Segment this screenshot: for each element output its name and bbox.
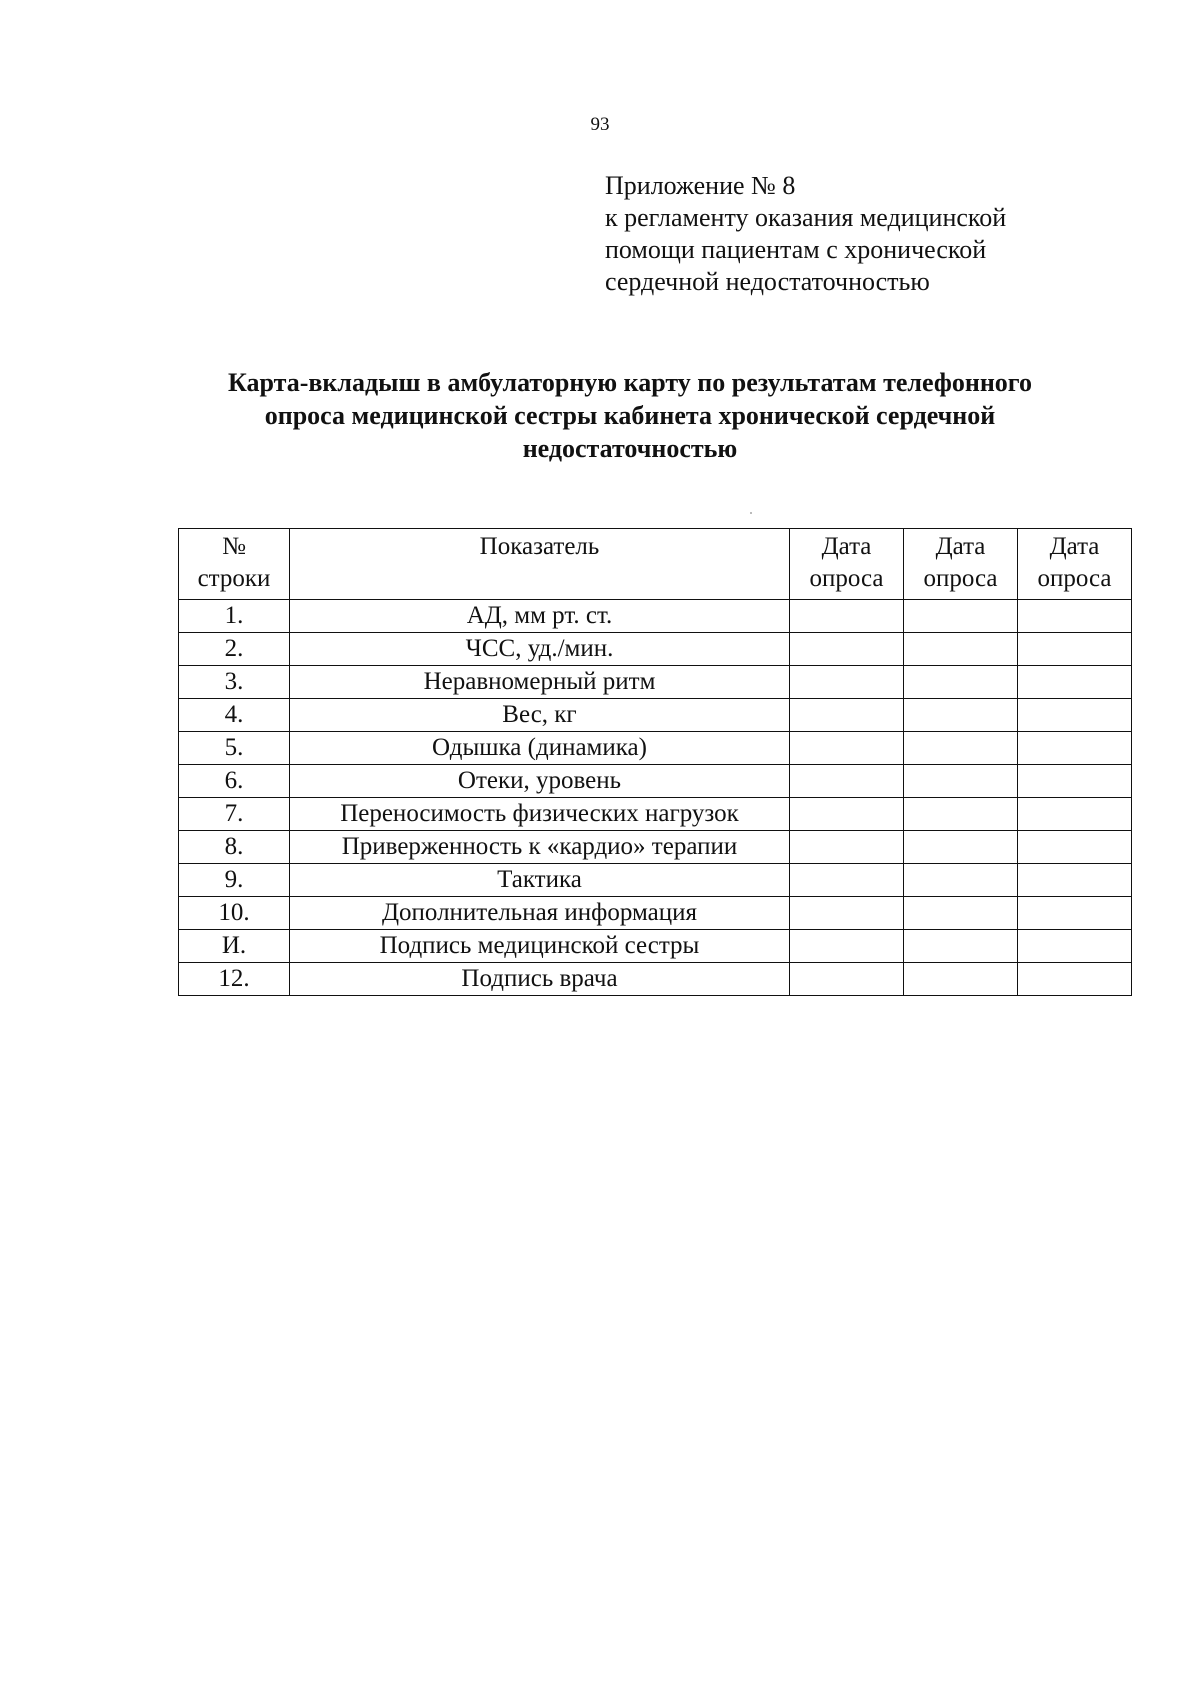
survey-value-cell[interactable] — [904, 633, 1018, 666]
row-number-cell: 7. — [179, 798, 290, 831]
indicator-cell: ЧСС, уд./мин. — [290, 633, 790, 666]
survey-value-cell[interactable] — [790, 897, 904, 930]
table-row — [179, 699, 1132, 732]
table-row — [179, 963, 1132, 996]
table-row — [179, 666, 1132, 699]
header-indicator — [290, 529, 790, 600]
survey-value-cell[interactable] — [790, 765, 904, 798]
table-row — [179, 864, 1132, 897]
survey-value-cell[interactable] — [904, 798, 1018, 831]
indicator-cell: Тактика — [290, 864, 790, 897]
header-survey-date-line2: опроса — [809, 565, 884, 592]
header-survey-date-line2: опроса — [1037, 565, 1112, 592]
indicator-cell: Приверженность к «кардио» терапии — [290, 831, 790, 864]
document-title — [170, 366, 1090, 465]
survey-value-cell[interactable] — [904, 831, 1018, 864]
row-number-cell: 1. — [179, 600, 290, 633]
indicator-cell: Дополнительная информация — [290, 897, 790, 930]
header-survey-date-line1: Дата — [1049, 533, 1100, 560]
indicator-cell: Отеки, уровень — [290, 765, 790, 798]
survey-value-cell[interactable] — [1018, 798, 1132, 831]
table-row — [179, 600, 1132, 633]
indicator-cell: Одышка (динамика) — [290, 732, 790, 765]
table-header-row — [179, 529, 1132, 600]
survey-value-cell[interactable] — [904, 897, 1018, 930]
row-number-cell: 3. — [179, 666, 290, 699]
header-row-number-line1: № — [222, 533, 246, 560]
header-survey-date — [904, 529, 1018, 600]
survey-value-cell[interactable] — [790, 930, 904, 963]
header-indicator-label: Показатель — [479, 533, 600, 560]
indicator-cell: Переносимость физических нагрузок — [290, 798, 790, 831]
survey-value-cell[interactable] — [904, 765, 1018, 798]
indicator-cell: Подпись врача — [290, 963, 790, 996]
survey-value-cell[interactable] — [790, 633, 904, 666]
survey-value-cell[interactable] — [1018, 600, 1132, 633]
row-number-cell: И. — [179, 930, 290, 963]
survey-value-cell[interactable] — [904, 600, 1018, 633]
survey-value-cell[interactable] — [1018, 732, 1132, 765]
row-number-cell: 12. — [179, 963, 290, 996]
survey-value-cell[interactable] — [1018, 897, 1132, 930]
survey-value-cell[interactable] — [904, 930, 1018, 963]
survey-value-cell[interactable] — [1018, 699, 1132, 732]
header-survey-date-line2: опроса — [923, 565, 998, 592]
row-number-cell: 8. — [179, 831, 290, 864]
table-row — [179, 798, 1132, 831]
table-row — [179, 831, 1132, 864]
appendix-note — [605, 170, 1125, 298]
header-survey-date-line1: Дата — [821, 533, 872, 560]
table-row — [179, 897, 1132, 930]
survey-value-cell[interactable] — [1018, 963, 1132, 996]
row-number-cell: 10. — [179, 897, 290, 930]
survey-value-cell[interactable] — [904, 666, 1018, 699]
survey-value-cell[interactable] — [790, 831, 904, 864]
appendix-line: сердечной недостаточностью — [605, 267, 930, 296]
title-line: Карта-вкладыш в амбулаторную карту по результатам телефонного — [228, 368, 1032, 397]
survey-value-cell[interactable] — [904, 864, 1018, 897]
header-row-number — [179, 529, 290, 600]
row-number-cell: 4. — [179, 699, 290, 732]
survey-value-cell[interactable] — [904, 699, 1018, 732]
survey-value-cell[interactable] — [790, 600, 904, 633]
row-number-cell: 6. — [179, 765, 290, 798]
page-number: 93 — [590, 114, 610, 135]
header-survey-date — [790, 529, 904, 600]
survey-value-cell[interactable] — [790, 798, 904, 831]
survey-value-cell[interactable] — [1018, 765, 1132, 798]
survey-value-cell[interactable] — [1018, 831, 1132, 864]
survey-value-cell[interactable] — [790, 864, 904, 897]
survey-value-cell[interactable] — [790, 666, 904, 699]
row-number-cell: 9. — [179, 864, 290, 897]
header-survey-date — [1018, 529, 1132, 600]
row-number-cell: 5. — [179, 732, 290, 765]
appendix-line: помощи пациентам с хронической — [605, 235, 987, 264]
survey-value-cell[interactable] — [790, 699, 904, 732]
survey-value-cell[interactable] — [1018, 930, 1132, 963]
indicator-cell: АД, мм рт. ст. — [290, 600, 790, 633]
survey-value-cell[interactable] — [1018, 864, 1132, 897]
title-line: недостаточностью — [522, 434, 738, 463]
table-row — [179, 930, 1132, 963]
indicator-cell: Вес, кг — [290, 699, 790, 732]
title-line: опроса медицинской сестры кабинета хронической сердечной — [264, 401, 996, 430]
table-row — [179, 633, 1132, 666]
scan-speck — [750, 512, 752, 514]
survey-value-cell[interactable] — [904, 732, 1018, 765]
survey-value-cell[interactable] — [790, 732, 904, 765]
survey-value-cell[interactable] — [1018, 666, 1132, 699]
appendix-line: к регламенту оказания медицинской — [605, 203, 1007, 232]
header-survey-date-line1: Дата — [935, 533, 986, 560]
row-number-cell: 2. — [179, 633, 290, 666]
indicator-cell: Подпись медицинской сестры — [290, 930, 790, 963]
appendix-line: Приложение № 8 — [605, 171, 796, 200]
survey-table — [178, 528, 1132, 996]
indicator-cell: Неравномерный ритм — [290, 666, 790, 699]
survey-value-cell[interactable] — [790, 963, 904, 996]
header-row-number-line2: строки — [197, 565, 271, 592]
survey-value-cell[interactable] — [1018, 633, 1132, 666]
table-row — [179, 765, 1132, 798]
survey-value-cell[interactable] — [904, 963, 1018, 996]
table-row — [179, 732, 1132, 765]
